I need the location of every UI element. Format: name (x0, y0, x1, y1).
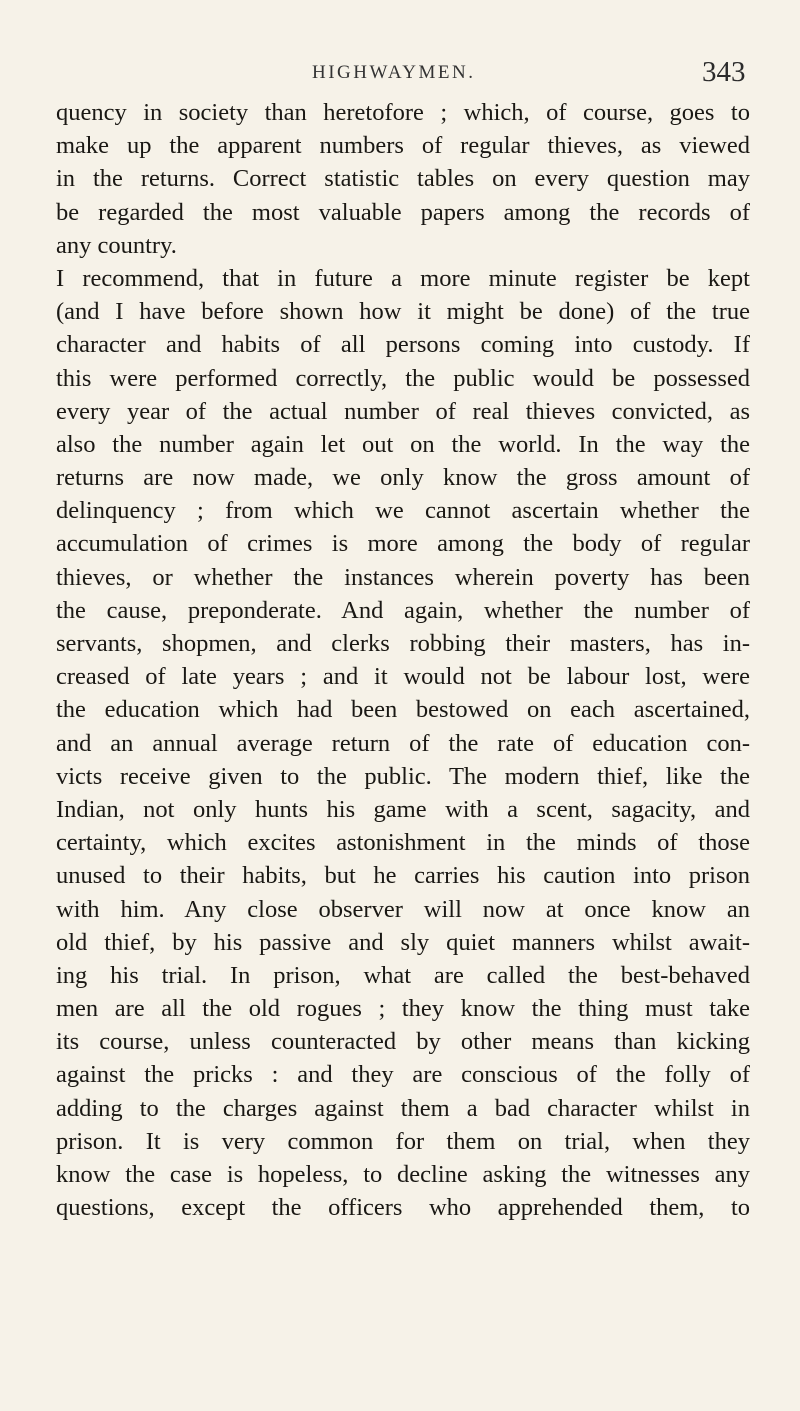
body-text (56, 96, 750, 1224)
text-line: and an annual average return of the rate of education con- (56, 729, 750, 757)
text-line: in the returns. Correct statistic tables on every question may (56, 165, 750, 193)
text-line: character and habits of all persons coming into custody. If (56, 331, 750, 359)
text-line: any country. (56, 231, 177, 259)
text-line: creased of late years ; and it would not be labour lost, were (56, 663, 750, 691)
text-line: every year of the actual number of real thieves convicted, as (56, 397, 750, 425)
text-line: accumulation of crimes is more among the body of regular (56, 530, 750, 558)
text-line: also the number again let out on the world. In the way the (56, 430, 750, 458)
text-line: the education which had been bestowed on each ascertained, (56, 696, 750, 724)
text-line: know the case is hopeless, to decline asking the witnesses any (56, 1161, 750, 1188)
text-line: servants, shopmen, and clerks robbing their masters, has in- (56, 630, 750, 657)
text-line: Indian, not only hunts his game with a scent, sagacity, and (56, 795, 750, 823)
text-line: its course, unless counteracted by other means than kicking (56, 1028, 750, 1056)
text-line: make up the apparent numbers of regular thieves, as viewed (56, 132, 750, 160)
text-line: the cause, preponderate. And again, whether the number of (56, 596, 750, 624)
text-line: ing his trial. In prison, what are called the best-behaved (56, 961, 750, 989)
text-line: delinquency ; from which we cannot ascertain whether the (56, 497, 750, 525)
text-line: quency in society than heretofore ; which, of course, goes to (56, 99, 750, 126)
text-line: questions, except the officers who apprehended them, to (56, 1194, 750, 1222)
page-header (0, 56, 800, 96)
text-line: unused to their habits, but he carries his caution into prison (56, 862, 750, 890)
text-line: victs receive given to the public. The modern thief, like the (56, 762, 750, 790)
text-line: prison. It is very common for them on trial, when they (56, 1127, 750, 1155)
text-line: with him. Any close observer will now at once know an (56, 895, 750, 923)
text-line: against the pricks : and they are conscious of the folly of (56, 1061, 750, 1089)
text-line: certainty, which excites astonishment in the minds of those (56, 829, 750, 857)
text-line: this were performed correctly, the public would be possessed (56, 364, 750, 392)
text-line: returns are now made, we only know the gross amount of (56, 464, 750, 492)
text-line: old thief, by his passive and sly quiet manners whilst await- (56, 928, 750, 956)
text-line: I recommend, that in future a more minute register be kept (56, 264, 750, 292)
text-line: be regarded the most valuable papers among the records of (56, 198, 750, 226)
text-line: adding to the charges against them a bad character whilst in (56, 1094, 750, 1122)
page-number: 343 (702, 56, 746, 88)
text-line: (and I have before shown how it might be done) of the true (56, 298, 750, 326)
text-line: men are all the old rogues ; they know the thing must take (56, 995, 750, 1023)
text-line: thieves, or whether the instances wherein poverty has been (56, 563, 750, 591)
running-head: HIGHWAYMEN. (312, 62, 476, 83)
